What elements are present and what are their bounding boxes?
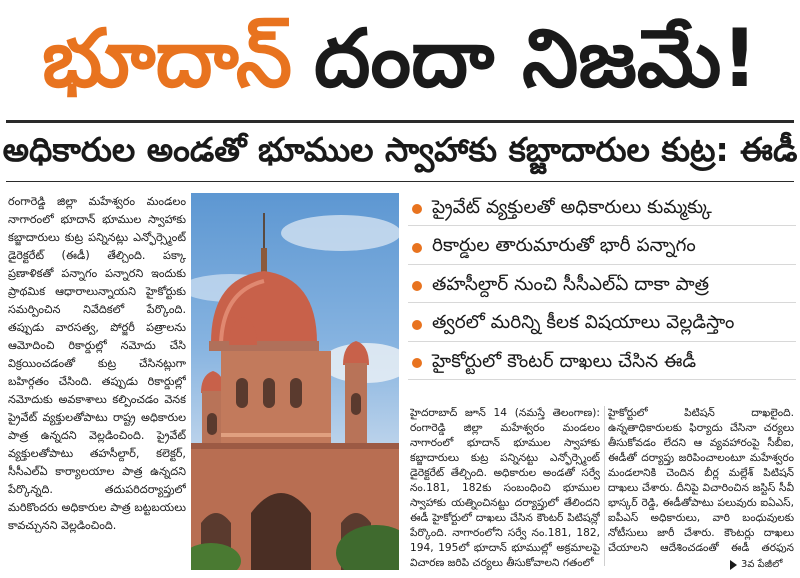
headline	[0, 0, 800, 118]
subheadline-rule	[6, 181, 794, 182]
bullet-icon	[412, 281, 422, 291]
right-column-article	[608, 406, 794, 556]
highlight-text: తహసీల్దార్ నుంచి సీసీఎల్ఏ దాకా పాత్ర	[432, 273, 709, 295]
middle-column-text: హైదరాబాద్ జూన్ 14 (నమస్తే తెలంగాణ): రంగారెడ్డి జిల్లా మహేశ్వరం మండలం నాగారంలో భూదాన్ భూముల స్వాహాకు కబ్జాదారులు కుట్ర పన్నినట్టు ఎన్ఫోర్స్మెంట్ డైరెక్టరేట్ తేల్చింది. అధికారుల అండతో సర్వే నం.181, 182కు సంబంధించి భూముల స్వాహాకు యత్నించినట్టు దర్యాప్తులో తేలిందని ఈడీ హైకోర్టులో దాఖలు చేసిన కౌంటర్ పిటిషన్లో పేర్కొంది. నాగారంలోని సర్వే నం.181, 182, 194, 195లో భూదాన్ భూముల్లో అక్రమాలపై విచారణ జరిపి చర్యలు తీసుకోవాలని గతంలో	[410, 407, 600, 569]
top-rule	[6, 120, 794, 123]
highlight-item	[408, 193, 796, 226]
highlight-item	[408, 232, 796, 265]
left-column-text: రంగారెడ్డి జిల్లా మహేశ్వరం మండలం నాగారంలో భూదాన్ భూముల స్వాహాకు కబ్జాదారులు కుట్ర పన్నినట్లు ఎన్ఫోర్స్మెంట్ డైరెక్టరేట్ (ఈడీ) తేల్చింది. పక్కా ప్రణాళికతో పన్నాగం పన్నారని ఇందుకు ప్రాథమిక ఆధారాలున్నాయని హైకోర్టుకు సమర్పించిన నివేదికలో పేర్కొంది. తప్పుడు వారసత్వ, పోర్జరీ పత్రాలను ఆమోదించి రికార్డుల్లో నమోదు చేసి విక్రయించడంతో కుట్ర చేసినట్లుగా బహిర్గతం చేసింది. తప్పుడు రికార్డుల్లో నమోదుకు అవకాశాలు కల్పించడం వెనక ప్రైవేట్ వ్యక్తులతోపాటు రాష్ట్ర అధికారుల పాత్ర ఉన్నదని వెల్లడించింది. ప్రైవేట్ వ్యక్తులతోపాటు తహసీల్దార్, కలెక్టర్, సీసీఎల్ఏ కార్యాలయాల పాత్ర ఉన్నదని పేర్కొన్నది. తదుపరిదర్యాప్తులో మరికొందరు అధికారుల పాత్ర బట్టబయలు కావచ్చునని వెల్లడించింది.	[8, 195, 186, 532]
highlight-item	[408, 309, 796, 342]
middle-column-article	[410, 406, 600, 571]
highlights-list	[408, 193, 796, 386]
high-court-photo	[191, 193, 399, 570]
highlight-text: హైకోర్టులో కౌంటర్ దాఖలు చేసిన ఈడీ	[432, 350, 697, 372]
headline-accent: భూదాన్	[42, 12, 293, 105]
highlight-text: ప్రైవేట్ వ్యక్తులతో అధికారులు కుమ్మక్కు	[432, 196, 712, 218]
continued-link[interactable]	[730, 558, 782, 572]
highlight-item	[408, 270, 796, 303]
continued-label: 3వ పేజీలో	[741, 559, 783, 570]
headline-main: దందా నిజమే!	[314, 12, 758, 105]
right-column-text: హైకోర్టులో పిటిషన్ దాఖలైంది. ఉన్నతాధికారులకు ఫిర్యాదు చేసినా చర్యలు తీసుకోవడం లేదని ఆ వ్యవహారంపై సీబీఐ, ఈడీతో దర్యాప్తు జరిపించాలంటూ మహేశ్వరం మండలానికి చెందిన బీర్ల మల్లేశ్ పిటిషన్ దాఖలు చేశారు. దీనిపై విచారించిన జస్టిస్ సీవీ భాస్కర్ రెడ్డి, ఈడీతోపాటు పలువురు ఐఏఎస్, ఐపీఎస్ అధికారులు, వారి బంధువులకు నోటీసులు జారీ చేశారు. కౌంటర్లు దాఖలు చేయాలని ఆదేశించడంతో ఈడీ తరఫున	[608, 407, 794, 554]
left-column-article	[8, 193, 186, 571]
arrow-right-icon	[730, 560, 737, 570]
highlight-item	[408, 347, 796, 380]
bullet-icon	[412, 358, 422, 368]
highlight-text: త్వరలో మరిన్ని కీలక విషయాలు వెల్లడిస్తాం	[432, 312, 735, 333]
bullet-icon	[412, 243, 422, 253]
bullet-icon	[412, 204, 422, 214]
subheadline: అధికారుల అండతో భూముల స్వాహాకు కబ్జాదారుల కుట్ర: ఈడీ	[2, 129, 798, 169]
column-divider	[604, 406, 605, 566]
bullet-icon	[412, 320, 422, 330]
highlight-text: రికార్డుల తారుమారుతో భారీ పన్నాగం	[432, 235, 696, 256]
